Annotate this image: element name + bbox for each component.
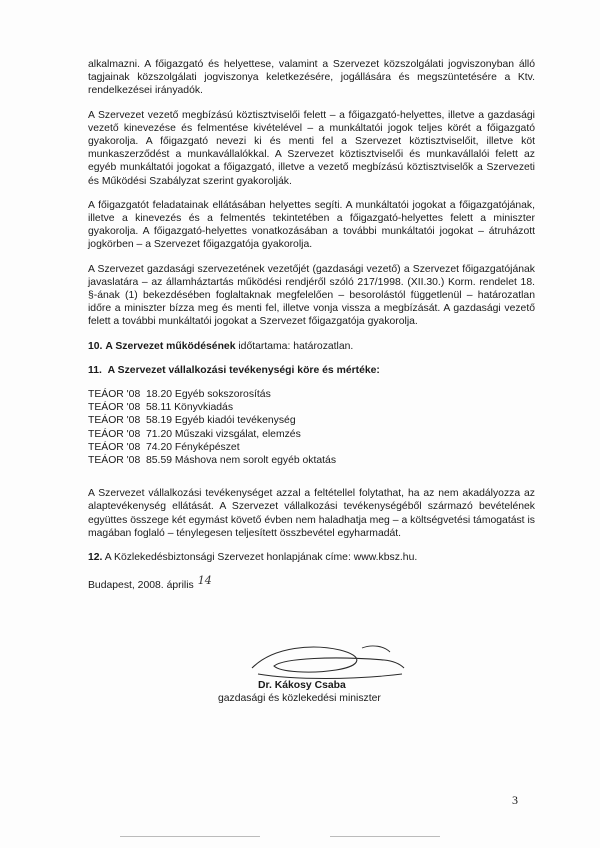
scan-artifact-line: [120, 836, 260, 837]
teaor-item: [88, 454, 535, 467]
section-12-number: 12.: [88, 552, 103, 564]
teaor-code: TEÁOR '08: [88, 428, 141, 440]
section-10-bold: A Szervezet működésének: [105, 340, 236, 352]
paragraph-vallalkozasi: A Szervezet vállalkozási tevékenységet azzal a feltétellel folytathat, ha az nem akadályozza az alaptevékenység ellátását. A Szervezet vállalkozási tevékenységéből származó bevételének együttes összege két egymást követő évben nem haladhatja meg – a költségvetési támogatást is magában foglaló – ténylegesen teljesített összbevétel egyharmadát.: [88, 488, 535, 539]
paragraph-helyettes: A főigazgatót feladatainak ellátásában helyettes segíti. A munkáltatói jogokat a főigazgatójának, illetve a kinevezés és a felmentés tekintetében a főigazgató-helyettes felett a miniszter gyakorolja. A főigazgató-helyettes vonatkozásában a további munkáltatói jogokat – átruházott jogkörben – a Szervezet főigazgatója gyakorolja.: [88, 199, 535, 251]
teaor-code: TEÁOR '08: [88, 402, 141, 414]
document-body: [88, 58, 535, 593]
teaor-list: [88, 388, 535, 467]
paragraph-munkaltatoi-jogok: A Szervezet vezető megbízású köztisztviselői felett – a főigazgató-helyettes, illetve a gazdasági vezető kinevezése és felmentése kivételével – a munkáltatói jogok teljes körét a főigazgató gyakorolja. A főigazgató nevezi ki és menti fel a Szervezet köztisztviselőit, illetve köt munkaszerződést a munkavállalókkal. A Szervezet köztisztviselői és munkavállalói felett az egyéb munkáltatói jogokat a főigazgató, illetve a vezető megbízású köztisztviselők a Szervezeti és Működési Szabályzat szerint gyakorolják.: [88, 109, 535, 187]
section-11: [88, 364, 535, 377]
teaor-text: 58.11 Könyvkiadás: [146, 402, 234, 414]
place-date: [88, 574, 535, 592]
teaor-item: [88, 414, 535, 427]
scan-artifact-line: [330, 836, 440, 837]
section-12-text: A Közlekedésbiztonsági Szervezet honlapjának címe: www.kbsz.hu.: [104, 552, 418, 564]
section-12: [88, 551, 535, 564]
teaor-code: TEÁOR '08: [88, 389, 141, 401]
page-number: 3: [512, 793, 518, 807]
teaor-code: TEÁOR '08: [88, 455, 141, 467]
teaor-text: 85.59 Máshova nem sorolt egyéb oktatás: [146, 455, 337, 467]
teaor-item: [88, 441, 535, 454]
place-date-text: Budapest, 2008. április: [88, 580, 194, 592]
teaor-code: TEÁOR '08: [88, 441, 141, 453]
teaor-code: TEÁOR '08: [88, 415, 141, 427]
teaor-text: 74.20 Fényképészet: [146, 441, 240, 453]
section-11-title: A Szervezet vállalkozási tevékenységi köre és mértéke:: [107, 364, 380, 376]
section-10: [88, 340, 535, 353]
paragraph-gazdasagi-vezeto: A Szervezet gazdasági szervezetének vezetőjét (gazdasági vezető) a Szervezet főigazgatójának javaslatára – az államháztartás működési rendjéről szóló 217/1998. (XII.30.) Korm. rendelet 18. §-ának (1) bekezdésében foglaltaknak megfelelően – besorolástól függetlenül – határozatlan időre a miniszter bízza meg és menti fel, illetve vonja vissza a megbízását. A gazdasági vezető felett a további munkáltatói jogokat a Szervezet főigazgatója gyakorolja.: [88, 263, 535, 328]
teaor-text: 58.19 Egyéb kiadói tevékenység: [146, 415, 296, 427]
teaor-text: 18.20 Egyéb sokszorosítás: [146, 389, 271, 401]
paragraph-jogviszony: alkalmazni. A főigazgató és helyettese, valamint a Szervezet közszolgálati jogviszonyban álló tagjainak közszolgálati jogviszonya keletkezésére, jogállására és megszüntetésére a Ktv. rendelkezései irányadók.: [88, 59, 535, 97]
teaor-item: [88, 388, 535, 401]
section-10-number: 10.: [88, 340, 103, 352]
teaor-text: 71.20 Műszaki vizsgálat, elemzés: [146, 428, 301, 440]
section-10-rest: időtartama: határozatlan.: [235, 340, 354, 352]
handwritten-day: 14: [197, 574, 212, 588]
signer-title: gazdasági és közlekedési miniszter: [218, 693, 381, 704]
teaor-item: [88, 428, 535, 441]
teaor-item: [88, 401, 535, 414]
signer-name: Dr. Kákosy Csaba: [258, 680, 346, 691]
section-11-number: 11.: [88, 364, 102, 376]
